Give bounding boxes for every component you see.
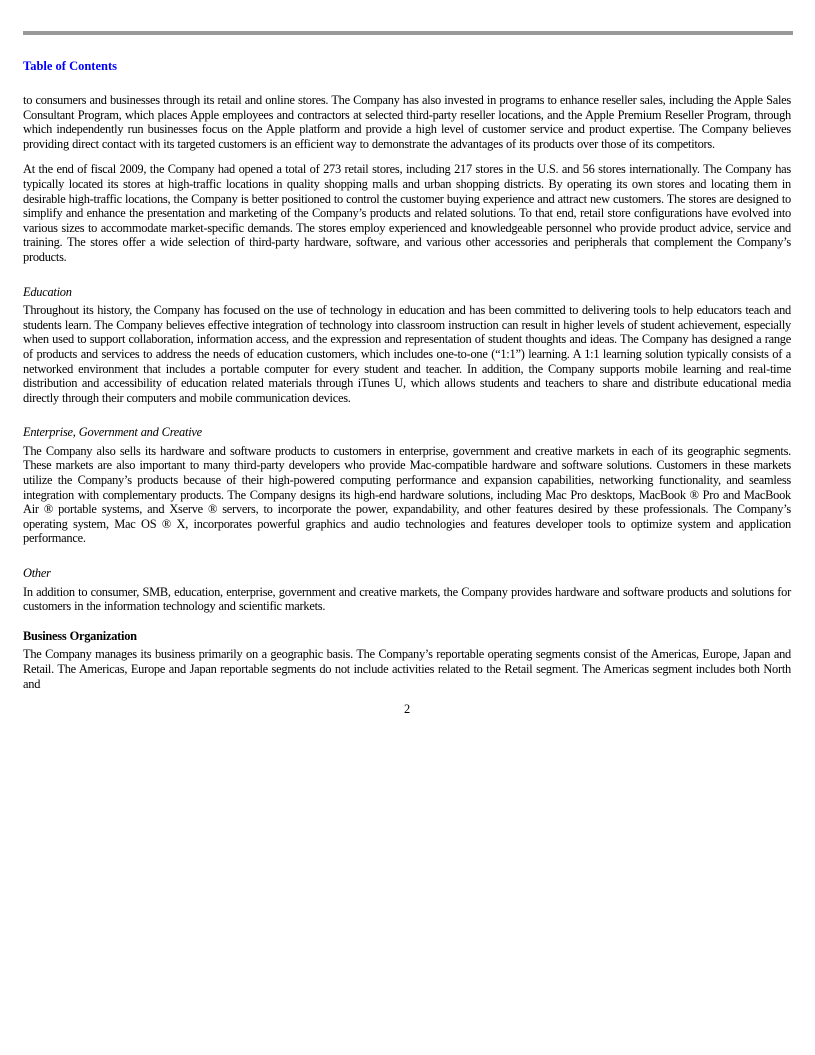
paragraph-business-organization: The Company manages its business primarily on a geographic basis. The Company’s reportable operating segments consist of the Americas, Europe, Japan and Retail. The Americas, Europe and Japan reportable segments do not include activities related to the Retail segment. The Americas segment includes both North and (23, 647, 791, 691)
document-body (23, 93, 791, 717)
section-heading-education: Education (23, 284, 72, 299)
paragraph-retail-programs: to consumers and businesses through its retail and online stores. The Company has also invested in programs to enhance reseller sales, including the Apple Sales Consultant Program, which places Apple employees and contractors at selected third-party reseller locations, and the Apple Premium Reseller Program, through which independently run businesses focus on the Apple platform and provide a high level of customer service and product expertise. The Company believes providing direct contact with its targeted customers is an efficient way to demonstrate the advantages of its products over those of its competitors. (23, 93, 791, 151)
paragraph-retail-stores: At the end of fiscal 2009, the Company had opened a total of 273 retail stores, including 217 stores in the U.S. and 56 stores internationally. The Company has typically located its stores at high-traffic locations in quality shopping malls and urban shopping districts. By operating its own stores and locating them in desirable high-traffic locations, the Company is better positioned to control the customer buying experience and attract new customers. The stores are designed to simplify and enhance the presentation and marketing of the Company’s products and related solutions. To that end, retail store configurations have evolved into various sizes to accommodate market-specific demands. The stores employ experienced and knowledgeable personnel who provide product advice, service and training. The stores offer a wide selection of third-party hardware, software, and various other accessories and peripherals that complement the Company’s products. (23, 162, 791, 264)
page-number: 2 (404, 702, 410, 717)
header-rule (23, 31, 793, 35)
table-of-contents-link[interactable]: Table of Contents (23, 59, 117, 73)
paragraph-other: In addition to consumer, SMB, education, enterprise, government and creative markets, the Company provides hardware and software products and solutions for customers in the information technology and scientific markets. (23, 584, 791, 614)
section-heading-business-organization: Business Organization (23, 628, 137, 643)
section-heading-other: Other (23, 566, 51, 581)
section-heading-enterprise: Enterprise, Government and Creative (23, 425, 202, 440)
paragraph-education: Throughout its history, the Company has focused on the use of technology in education and has been committed to delivering tools to help educators teach and students learn. The Company believes effective integration of technology into classroom instruction can result in higher levels of student achievement, especially when used to support collaboration, information access, and the expression and representation of student thoughts and ideas. The Company has designed a range of products and services to address the needs of education customers, which includes one-to-one (“1:1”) learning. A 1:1 learning solution typically consists of a networked environment that includes a portable computer for every student and teacher. In addition, the Company supports mobile learning and real-time distribution and accessibility of education related materials through iTunes U, which allows students and teachers to share and distribute educational media directly through their computers and mobile communication devices. (23, 303, 791, 405)
paragraph-enterprise: The Company also sells its hardware and software products to customers in enterprise, government and creative markets in each of its geographic segments. These markets are also important to many third-party developers who provide Mac-compatible hardware and software solutions. Customers in these markets utilize the Company’s products because of their high-powered computing performance and expansion capabilities, networking functionality, and seamless integration with complementary products. The Company designs its high-end hardware solutions, including Mac Pro desktops, MacBook ® Pro and MacBook Air ® portable systems, and Xserve ® servers, to incorporate the power, expandability, and other features desired by these professionals. The Company’s operating system, Mac OS ® X, incorporates powerful graphics and audio technologies and features developer tools to optimize system and application performance. (23, 443, 791, 546)
